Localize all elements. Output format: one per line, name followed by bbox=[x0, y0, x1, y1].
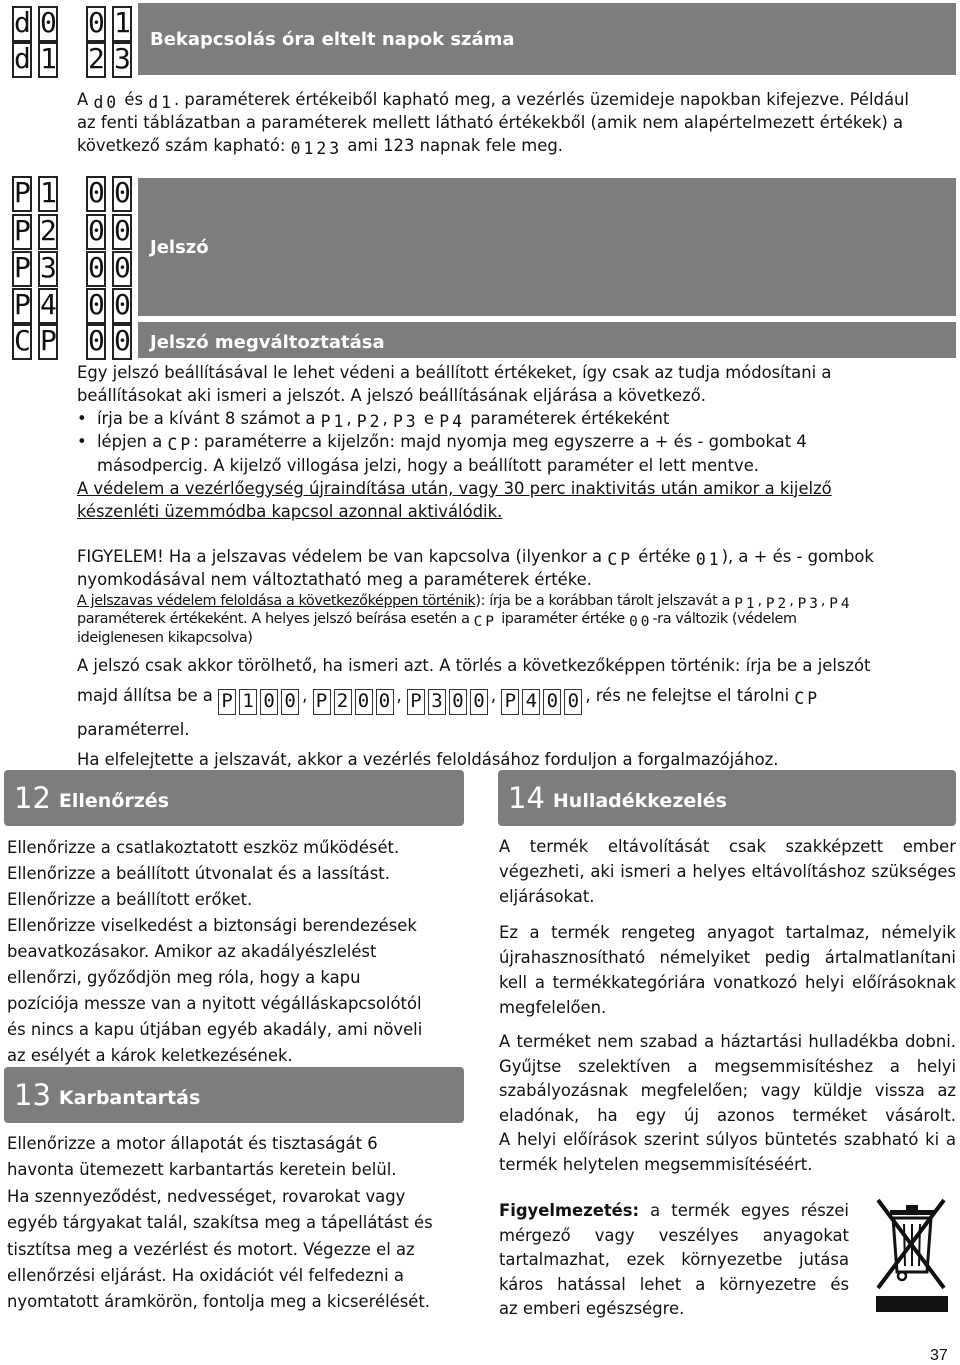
display-char: P bbox=[12, 214, 32, 250]
display-char: d bbox=[12, 42, 32, 78]
section-header-14 bbox=[498, 770, 956, 826]
display-char: 0 bbox=[112, 176, 132, 212]
display-char: 1 bbox=[38, 176, 58, 212]
page-number: 37 bbox=[930, 1347, 948, 1364]
display-char: P bbox=[12, 288, 32, 324]
display-char: 2 bbox=[38, 214, 58, 250]
display-char: 0 bbox=[112, 251, 132, 287]
section-14-p3: A terméket nem szabad a háztartási hulladékba dobni. Gyűjtse szelektíven a megsemmisítéshez a helyi szabályozásnak megfelelően; vagy küldje vissza az eladónak, ha egy új azonos terméket vásárolt. A helyi előírások szerint súlyos büntetés szabható ki a termék helytelen megsemmisítéséért. bbox=[499, 1032, 956, 1174]
display-char: P bbox=[38, 324, 58, 360]
weee-bin-icon bbox=[872, 1196, 950, 1316]
section-title: Ellenőrzés bbox=[58, 790, 170, 812]
segment-d1: d1 bbox=[148, 93, 174, 112]
display-p2 bbox=[12, 214, 132, 250]
warning-paragraph: FIGYELEM! Ha a jelszavas védelem be van kapcsolva (ilyenkor a CP értéke 01), a + és - gombok nyomkodásával nem változtatható meg a paraméterek értéke. bbox=[77, 547, 874, 590]
display-d0 bbox=[12, 6, 132, 42]
display-group: P 1 0 0 bbox=[218, 686, 302, 705]
display-group: P 2 0 0 bbox=[313, 686, 397, 705]
display-char: P bbox=[12, 176, 32, 212]
section-bar-title: Jelszó bbox=[150, 236, 209, 258]
display-char: 4 bbox=[38, 288, 58, 324]
display-char: 0 bbox=[86, 324, 106, 360]
display-char: d bbox=[12, 6, 32, 42]
section-bar-password bbox=[138, 178, 956, 316]
section-13-text: Ellenőrizze a motor állapotát és tisztaságát 6 havonta ütemezett karbantartás keretein belül. Ha szennyeződést, nedvességet, rovarokat vagy egyéb tárgyakat talál, szakítsa meg a tápellátást és tisztítsa meg a vezérlést és motort. Végezze el az ellenőrzési eljárást. Ha oxidációt vél felfedezni a nyomtatott áramkörön, fontolja meg a kicserélését. bbox=[7, 1134, 433, 1312]
display-char: 2 bbox=[86, 42, 106, 78]
section-bar-title: Bekapcsolás óra eltelt napok száma bbox=[150, 28, 515, 50]
display-char: 0 bbox=[112, 324, 132, 360]
section-14-p1: A termék eltávolítását csak szakképzett ember végezheti, aki ismeri a helyes eltávolításhoz szükséges eljárásokat. bbox=[499, 837, 956, 906]
display-char: 0 bbox=[86, 288, 106, 324]
section-bar-title: Jelszó megváltoztatása bbox=[150, 331, 385, 353]
section-title: Karbantartás bbox=[58, 1087, 201, 1109]
display-group: P 4 0 0 bbox=[501, 686, 585, 705]
display-char: 1 bbox=[112, 6, 132, 42]
list-item: • lépjen a CP: paraméterre a kijelzőn: majd nyomja meg egyszerre a + és - gombokat 4 másodpercig. A kijelző villogása jelzi, hogy a beállított paraméter el lett mentve. bbox=[77, 430, 957, 476]
list-item: • írja be a kívánt 8 számot a P1, P2, P3 e P4 paraméterek értékeként bbox=[77, 407, 957, 430]
display-char: 0 bbox=[38, 6, 58, 42]
days-paragraph: A d0 és d1. paraméterek értékeiből kapható meg, a vezérlés üzemideje napokban kifejezve. Például az fenti táblázatban a paraméterek mellett látható értékekből (amik nem alapértelmezett értékek) a következő szám kapható: 0123 ami 123 napnak fele meg. bbox=[77, 90, 909, 159]
display-char: 0 bbox=[86, 176, 106, 212]
section-title: Hulladékkezelés bbox=[552, 790, 727, 812]
segment-d0: d0 bbox=[93, 93, 120, 112]
section-number: 13 bbox=[14, 1078, 51, 1112]
display-char: 1 bbox=[38, 42, 58, 78]
delete-paragraph: A jelszó csak akkor törölhető, ha ismeri azt. A törlés a következőképpen történik: írja be a jelszót majd állítsa be a P 1 0 0 , P 2 0 0 , P 3 0 0 , P 4 0 0 , rés ne felejtse el tárolni CP paraméterrel. Ha elfelejtette a jelszavát, akkor a vezérlés feloldásához forduljon a forgalmazójához. bbox=[77, 656, 871, 769]
display-char: 0 bbox=[112, 288, 132, 324]
section-number: 14 bbox=[508, 781, 545, 815]
display-p3 bbox=[12, 251, 132, 287]
section-header-13 bbox=[4, 1067, 464, 1123]
display-char: 0 bbox=[112, 214, 132, 250]
display-char: 0 bbox=[86, 6, 106, 42]
section-14-p2: Ez a termék rengeteg anyagot tartalmaz, némelyik újrahasznosítható némelyiket pedig ártalmatlanítani kell a termékkategóriára vonatkozó helyi előírásoknak megfelelően. bbox=[499, 923, 956, 1017]
display-char: 3 bbox=[112, 42, 132, 78]
section-header-12 bbox=[4, 770, 464, 826]
display-char: P bbox=[12, 251, 32, 287]
section-12-text: Ellenőrizze a csatlakoztatott eszköz működését. Ellenőrizze a beállított útvonalat és a lassítást. Ellenőrizze a beállított erőket. Ellenőrizze viselkedést a biztonsági berendezések beavatkozásakor. Amikor az akadályészlelést ellenőrzi, győződjön meg róla, hogy a kapu pozíciója messze van a nyitott végálláskapcsolótól és nincs a kapu útjában egyéb akadály, ami növeli az esélyét a károk keletkezésének. bbox=[7, 838, 423, 1065]
password-steps bbox=[77, 407, 957, 477]
unlock-paragraph: A jelszavas védelem feloldása a következőképpen történik): írja be a korábban tárolt jelszavát a P1, P2, P3, P4 paraméterek értékeként. A helyes jelszó beírása esetén a CP iparaméter értéke 00-ra változik (védelem ideiglenesen kikapcsolva) bbox=[77, 593, 853, 646]
password-paragraph: Egy jelszó beállításával le lehet védeni a beállított értékeket, így csak az tudja módosítani a beállításokat aki ismeri a jelszót. A jelszó beállításának eljárása a következő. • írja be a kívánt 8 számot a P1, P2, P3 e P4 paraméterek értékeként • lépjen a CP: paraméterre a kijelzőn: majd nyomja meg egyszerre a + és - gombokat 4 másodpercig. A kijelző villogása jelzi, hogy a beállított paraméter el lett mentve. A védelem a vezérlőegység újraindítása után, vagy 30 perc inaktivitás után amikor a kijelző készenléti üzemmódba kapcsol azonnal aktiválódik. bbox=[77, 361, 957, 523]
section-bar-days bbox=[138, 3, 956, 75]
section-number: 12 bbox=[14, 781, 51, 815]
display-char: 0 bbox=[86, 214, 106, 250]
section-bar-password-change bbox=[138, 322, 956, 358]
display-group: P 3 0 0 bbox=[407, 686, 491, 705]
display-cp bbox=[12, 324, 132, 360]
display-char: C bbox=[12, 324, 32, 360]
display-p4 bbox=[12, 288, 132, 324]
display-char: 0 bbox=[86, 251, 106, 287]
section-14-warning: Figyelmezetés: a termék egyes részei mérgező vagy veszélyes anyagokat tartalmazhat, ezek környezetbe jutása káros hatással lehet a környezetre és az emberi egészségre. bbox=[499, 1201, 849, 1318]
display-char: 3 bbox=[38, 251, 58, 287]
display-d1 bbox=[12, 42, 132, 78]
segment-value: 0123 bbox=[290, 139, 343, 159]
display-p1 bbox=[12, 176, 132, 212]
